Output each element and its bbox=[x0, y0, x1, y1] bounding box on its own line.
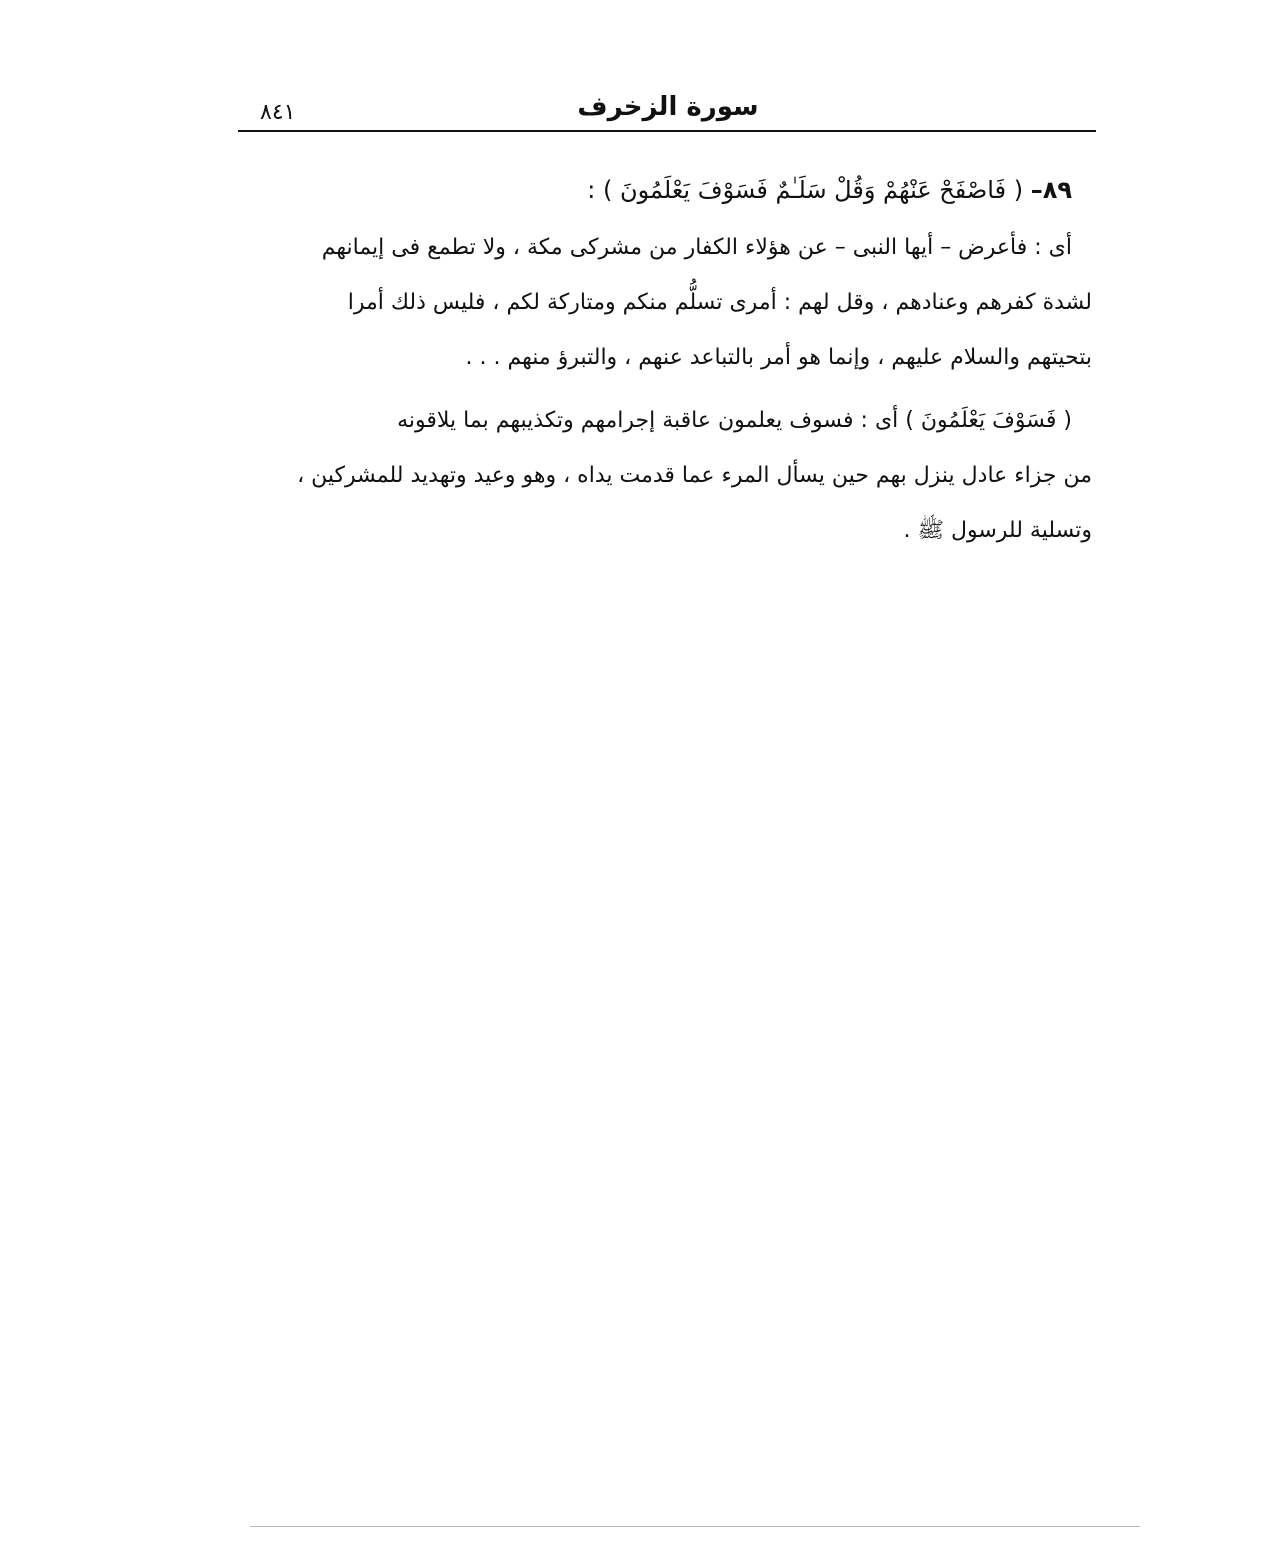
verse-text: ( فَاصْفَحْ عَنْهُمْ وَقُلْ سَلَـٰمٌ فَسَوْفَ يَعْلَمُونَ ) : bbox=[587, 176, 1024, 204]
bottom-scan-edge bbox=[250, 1526, 1140, 1527]
paragraph-1 bbox=[240, 220, 1092, 385]
page-header bbox=[238, 88, 1098, 132]
paragraph-line: وتسلية للرسول ﷺ . bbox=[903, 518, 1092, 543]
paragraph-line: بتحيتهم والسلام عليهم ، وإنما هو أمر بالتباعد عنهم ، والتبرؤ منهم . . . bbox=[465, 345, 1092, 370]
paragraph-line: لشدة كفرهم وعنادهم ، وقل لهم : أمرى تسلُّم منكم ومتاركة لكم ، فليس ذلك أمرا bbox=[347, 290, 1092, 315]
running-title: سورة الزخرف bbox=[577, 92, 759, 122]
paragraph-line: ( فَسَوْفَ يَعْلَمُونَ ) أى : فسوف يعلمون عاقبة إجرامهم وتكذيبهم بما يلاقونه bbox=[397, 408, 1072, 433]
verse-line bbox=[240, 160, 1092, 220]
header-rule bbox=[238, 130, 1096, 132]
verse-number: ٨٩– bbox=[1030, 176, 1072, 204]
body-text bbox=[240, 160, 1092, 558]
paragraph-line: أى : فأعرض – أيها النبى – عن هؤلاء الكفار من مشركى مكة ، ولا تطمع فى إيمانهم bbox=[321, 235, 1072, 260]
paragraph-gap bbox=[240, 385, 1092, 393]
paragraph-2 bbox=[240, 393, 1092, 558]
paragraph-line: من جزاء عادل ينزل بهم حين يسأل المرء عما قدمت يداه ، وهو وعيد وتهديد للمشركين ، bbox=[297, 463, 1092, 488]
page-number: ٨٤١ bbox=[260, 100, 296, 125]
